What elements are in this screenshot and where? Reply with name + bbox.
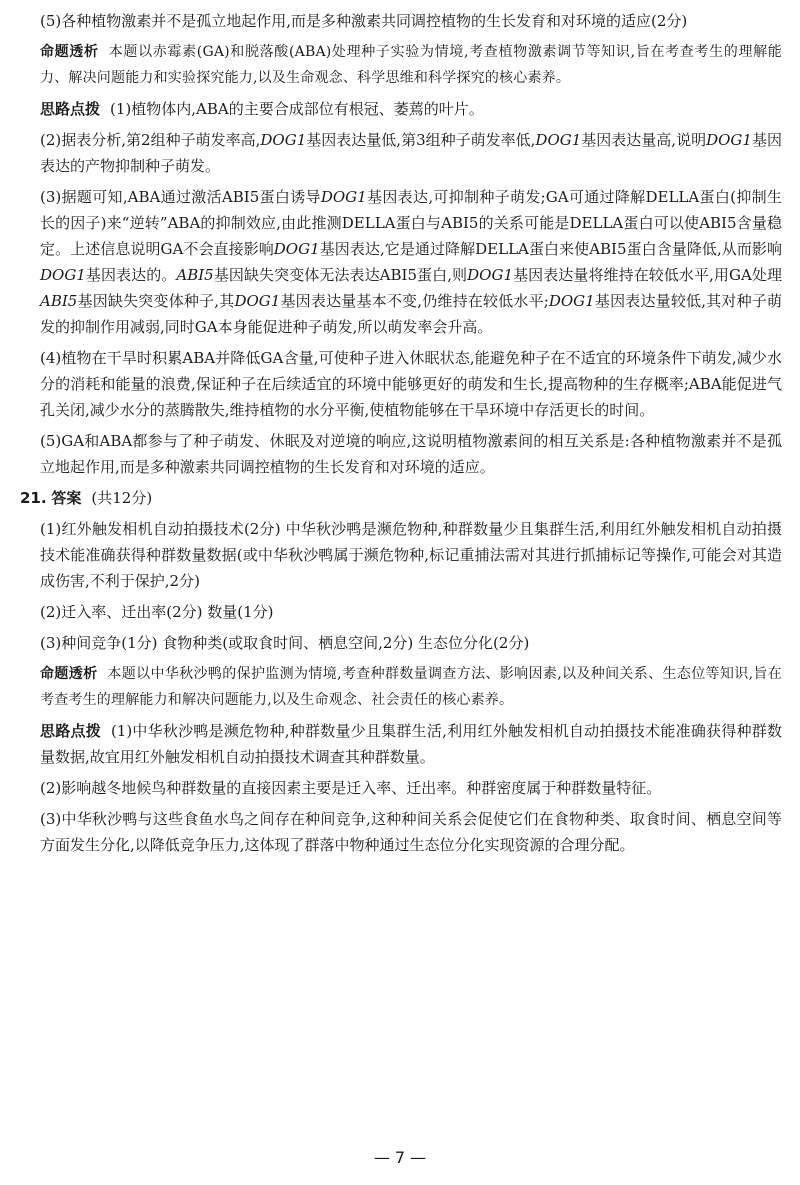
text: 基因表达的。	[85, 266, 177, 284]
q20-hint-3	[40, 184, 782, 340]
text: 基因表达的产物抑制种子萌发。	[40, 131, 782, 175]
gene-name: DOG1	[320, 188, 367, 206]
text: 基因表达量高,说明	[581, 131, 707, 149]
text: (1)植物体内,ABA的主要合成部位有根冠、萎蔫的叶片。	[110, 100, 484, 118]
q20-analysis	[40, 39, 782, 91]
gene-name: DOG1	[40, 266, 86, 284]
text: 基因表达,它是通过降解DELLA蛋白来使ABI5蛋白含量降低,从而影响	[319, 240, 782, 258]
gene-name: ABI5	[40, 292, 78, 310]
answer-label: 答案	[51, 489, 82, 507]
q20-hint-1	[40, 96, 782, 122]
gene-name: ABI5	[176, 266, 214, 284]
text: (3)种间竞争(1分) 食物种类(或取食时间、栖息空间,2分) 生态位分化(2分)	[40, 634, 530, 652]
q21-analysis	[40, 661, 782, 713]
question-number: 21.	[20, 489, 47, 507]
hint-label: 思路点拨	[40, 722, 101, 740]
q21-heading	[20, 485, 782, 511]
text: 基因缺失突变体种子,其	[77, 292, 235, 310]
text: (2)影响越冬地候鸟种群数量的直接因素主要是迁入率、迁出率。种群密度属于种群数量特征。	[40, 779, 662, 797]
gene-name: DOG1	[706, 131, 752, 149]
text: (1)红外触发相机自动拍摄技术(2分) 中华秋沙鸭是濒危物种,种群数量少且集群生活,利用红外触发相机自动拍摄技术能准确获得种群数量数据(或中华秋沙鸭属于濒危物种,标记重捕法需对其进行抓捕标记等操作,可能会对其造成伤害,不利于保护,2分)	[40, 520, 782, 590]
analysis-label: 命题透析	[40, 666, 98, 682]
text: 基因表达量较低,其对种子萌发的抑制作用减弱,同时GA本身能促进种子萌发,所以萌发率会升高。	[40, 292, 782, 336]
q21-hint-1	[40, 718, 782, 770]
q20-answer-5	[40, 8, 782, 34]
q20-hint-4	[40, 345, 782, 423]
q21-answer-3	[40, 630, 782, 656]
text: (5)各种植物激素并不是孤立地起作用,而是多种激素共同调控植物的生长发育和对环境的适应(2分)	[40, 12, 688, 30]
q20-hint-5	[40, 428, 782, 480]
score-text: (共12分)	[91, 489, 153, 507]
gene-name: DOG1	[548, 292, 595, 310]
gene-name: DOG1	[234, 292, 281, 310]
q21-hint-2	[40, 775, 782, 801]
text: (5)GA和ABA都参与了种子萌发、休眠及对逆境的响应,这说明植物激素间的相互关系是:各种植物激素并不是孤立地起作用,而是多种激素共同调控植物的生长发育和对环境的适应。	[40, 432, 782, 476]
text: (2)迁入率、迁出率(2分) 数量(1分)	[40, 603, 274, 621]
text: 基因表达,可抑制种子萌发;GA可通过降解DELLA蛋白(抑制生长的因子)来“逆转”ABA的抑制效应,由此推测DELLA蛋白与ABI5的关系可能是DELLA蛋白可以使ABI5含量稳定。上述信息说明GA不会直接影响	[40, 188, 782, 258]
text: 基因表达量低,第3组种子萌发率低,	[306, 131, 536, 149]
text: 本题以中华秋沙鸭的保护监测为情境,考查种群数量调查方法、影响因素,以及种间关系、生态位等知识,旨在考查考生的理解能力和解决问题能力,以及生命观念、社会责任的核心素养。	[40, 666, 782, 708]
hint-label: 思路点拨	[40, 100, 101, 118]
q20-hint-2	[40, 127, 782, 179]
text: (1)中华秋沙鸭是濒危物种,种群数量少且集群生活,利用红外触发相机自动拍摄技术能准确获得种群数量数据,故宜用红外触发相机自动拍摄技术调查其种群数量。	[40, 722, 782, 766]
analysis-label: 命题透析	[40, 44, 99, 60]
gene-name: DOG1	[535, 131, 582, 149]
gene-name: DOG1	[260, 131, 307, 149]
gene-name: DOG1	[467, 266, 513, 284]
q21-answer-2	[40, 599, 782, 625]
text: 基因表达量基本不变,仍维持在较低水平;	[280, 292, 549, 310]
q21-answer-1	[40, 516, 782, 594]
text: 本题以赤霉素(GA)和脱落酸(ABA)处理种子实验为情境,考查植物激素调节等知识,旨在考查考生的理解能力、解决问题能力和实验探究能力,以及生命观念、科学思维和科学探究的核心素养。	[40, 44, 782, 86]
page-number: — 7 —	[373, 1148, 427, 1167]
text: 基因表达量将维持在较低水平,用GA处理	[513, 266, 782, 284]
gene-name: DOG1	[273, 240, 320, 258]
text: (3)中华秋沙鸭与这些食鱼水鸟之间存在种间竞争,这种种间关系会促使它们在食物种类、取食时间、栖息空间等方面发生分化,以降低竞争压力,这体现了群落中物种通过生态位分化实现资源的合理分配。	[40, 810, 782, 854]
text: (2)据表分析,第2组种子萌发率高,	[40, 131, 261, 149]
text: (3)据题可知,ABA通过激活ABI5蛋白诱导	[40, 188, 321, 206]
text: (4)植物在干旱时积累ABA并降低GA含量,可使种子进入休眠状态,能避免种子在不适宜的环境条件下萌发,减少水分的消耗和能量的浪费,保证种子在后续适宜的环境中能够更好的萌发和生长,提高物种的生存概率;ABA能促进气孔关闭,减少水分的蒸腾散失,维持植物的水分平衡,使植物能够在干旱环境中存活更长的时间。	[40, 349, 782, 419]
q21-hint-3	[40, 806, 782, 858]
text: 基因缺失突变体无法表达ABI5蛋白,则	[213, 266, 468, 284]
page-content	[20, 8, 782, 858]
